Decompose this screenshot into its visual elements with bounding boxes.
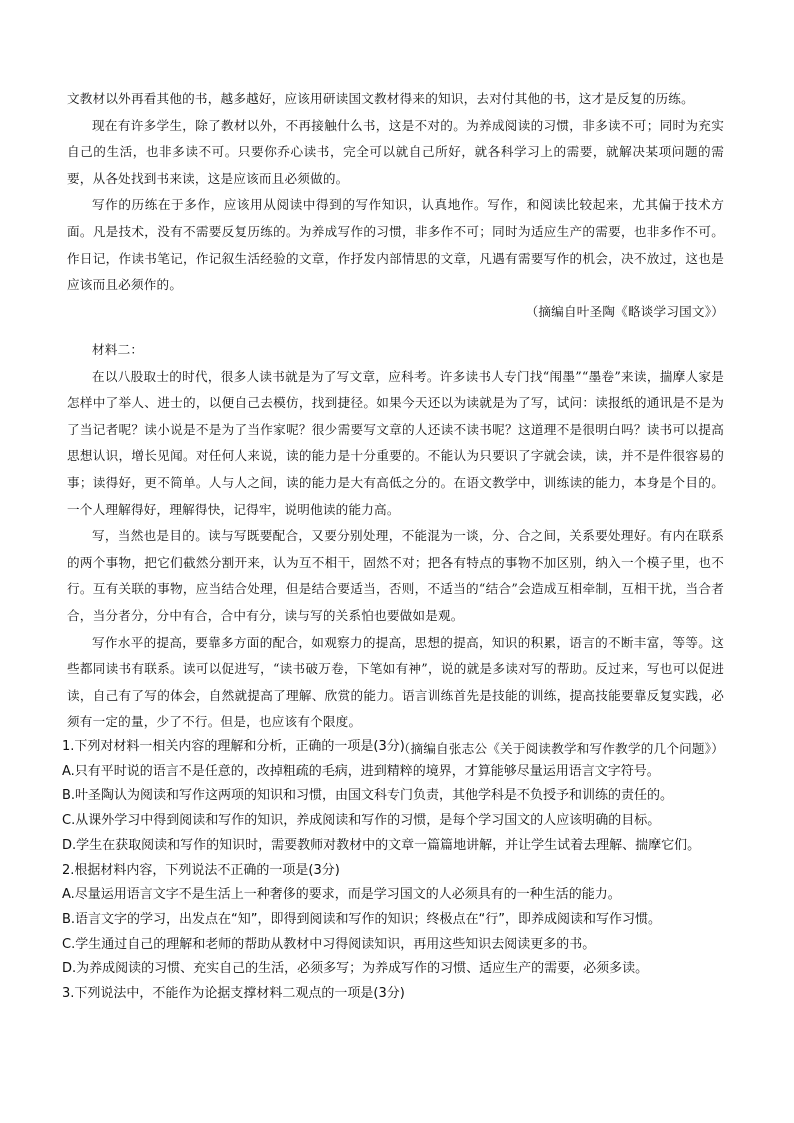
question-2-option-a: A.尽量运用语言文字不是生活上一种奢侈的要求，而是学习国文的人必须具有的一种生活的能力。 xyxy=(62,887,621,903)
question-1-option-a: A.只有平时说的语言不是任意的，改掉粗疏的毛病，进到精粹的境界，才算能够尽量运用语言文字符号。 xyxy=(62,763,660,779)
material-two xyxy=(67,337,724,763)
material-one-paragraph-3: 写作的历练在于多作，应该用从阅读中得到的写作知识，认真地作。写作，和阅读比较起来，尤其偏于技术方面。凡是技术，没有不需要反复历练的。为养成写作的习惯，非多作不可；同时为适应生产的需要，也非多作不可。作日记，作读书笔记，作记叙生活经验的文章，作抒发内部情思的文章，凡遇有需要写作的机会，决不放过，这也是应该而且必须作的。 xyxy=(67,197,724,293)
material-two-paragraph-3: 写作水平的提高，要靠多方面的配合，如观察力的提高，思想的提高，知识的积累，语言的不断丰富，等等。这些都同读书有联系。读可以促进写，“读书破万卷，下笔如有神”，说的就是多读对写的帮助。反过来，写也可以促进读，自己有了写的体会，自然就提高了理解、欣赏的能力。语言训练首先是技能的训练，提高技能要靠反复实践，必须有一定的量，少了不行。但是，也应该有个限度。 xyxy=(67,634,724,730)
question-2-option-c: C.学生通过自己的理解和老师的帮助从教材中习得阅读知识，再用这些知识去阅读更多的书。 xyxy=(62,936,596,952)
question-3: 3.下列说法中，不能作为论据支撑材料二观点的一项是(3分) xyxy=(62,986,405,1002)
question-1-option-b: B.叶圣陶认为阅读和写作这两项的知识和习惯，由国文科专门负责，其他学科是不负授予和训练的责任的。 xyxy=(62,788,674,804)
question-2: 2.根据材料内容，下列说法不正确的一项是(3分) xyxy=(62,862,340,878)
question-2-option-b: B.语言文字的学习，出发点在“知”，即得到阅读和写作的知识；终极点在“行”，即养成阅读和写作习惯。 xyxy=(62,911,661,927)
question-1-option-c: C.从课外学习中得到阅读和写作的知识，养成阅读和写作的习惯，是每个学习国文的人应该明确的目标。 xyxy=(62,813,661,829)
material-one-paragraph-continued: 文教材以外再看其他的书，越多越好，应该用研读国文教材得来的知识，去对付其他的书，这才是反复的历练。 xyxy=(67,91,694,106)
material-two-source: （摘编自张志公《关于阅读教学和写作教学的几个问题》） xyxy=(397,740,724,756)
question-1: 1.下列对材料一相关内容的理解和分析，正确的一项是(3分) xyxy=(62,739,405,754)
material-two-label: 材料二： xyxy=(92,342,144,357)
material-two-paragraph-2: 写，当然也是目的。读与写既要配合，又要分别处理，不能混为一谈，分、合之间，关系要处理好。有内在联系的两个事物，把它们截然分割开来，认为互不相干，固然不对；把各有特点的事物不加区别，纳入一个模子里，也不行。互有关联的事物，应当结合处理，但是结合要适当，否则，不适当的“结合”会造成互相牵制，互相干扰，当合者合，当分者分，分中有合，合中有分，读与写的关系怕也要做如是观。 xyxy=(67,528,724,623)
material-one-paragraph-2: 现在有许多学生，除了教材以外，不再接触什么书，这是不对的。为养成阅读的习惯，非多读不可；同时为充实自己的生活，也非多读不可。只要你乔心读书，完全可以就自己所好，就各科学习上的需要，就解决某项问题的需要，从各处找到书来读，这是应该而且必须做的。 xyxy=(67,117,724,186)
question-2-option-d: D.为养成阅读的习惯、充实自己的生活，必须多写；为养成写作的习惯、适应生产的需要，必须多读。 xyxy=(62,961,649,977)
question-1-option-d: D.学生在获取阅读和写作的知识时，需要教师对教材中的文章一篇篇地讲解，并让学生试着去理解、揣摩它们。 xyxy=(62,837,701,853)
material-one xyxy=(67,86,724,325)
material-one-source: （摘编自叶圣陶《略谈学习国文》） xyxy=(525,303,724,319)
material-two-paragraph-1: 在以八股取士的时代，很多人读书就是为了写文章，应科考。许多读书人专门找“闱墨”“墨卷”来读，揣摩人家是怎样中了举人、进士的，以便自己去模仿，找到捷径。如果今天还以为读就是为了写，试问：读报纸的通讯是不是为了当记者呢？读小说是不是为了当作家呢？很少需要写文章的人还读不读书呢？这道理不是很明白吗？读书可以提高思想认识，增长见闻。对任何人来说，读的能力是十分重要的。不能认为只要识了字就会读，读，并不是件很容易的事；读得好，更不简单。人与人之间，读的能力是大有高低之分的。在语文教学中，训练读的能力，本身是个目的。一个人理解得好，理解得快，记得牢，说明他读的能力高。 xyxy=(67,368,724,517)
questions xyxy=(62,735,732,1007)
